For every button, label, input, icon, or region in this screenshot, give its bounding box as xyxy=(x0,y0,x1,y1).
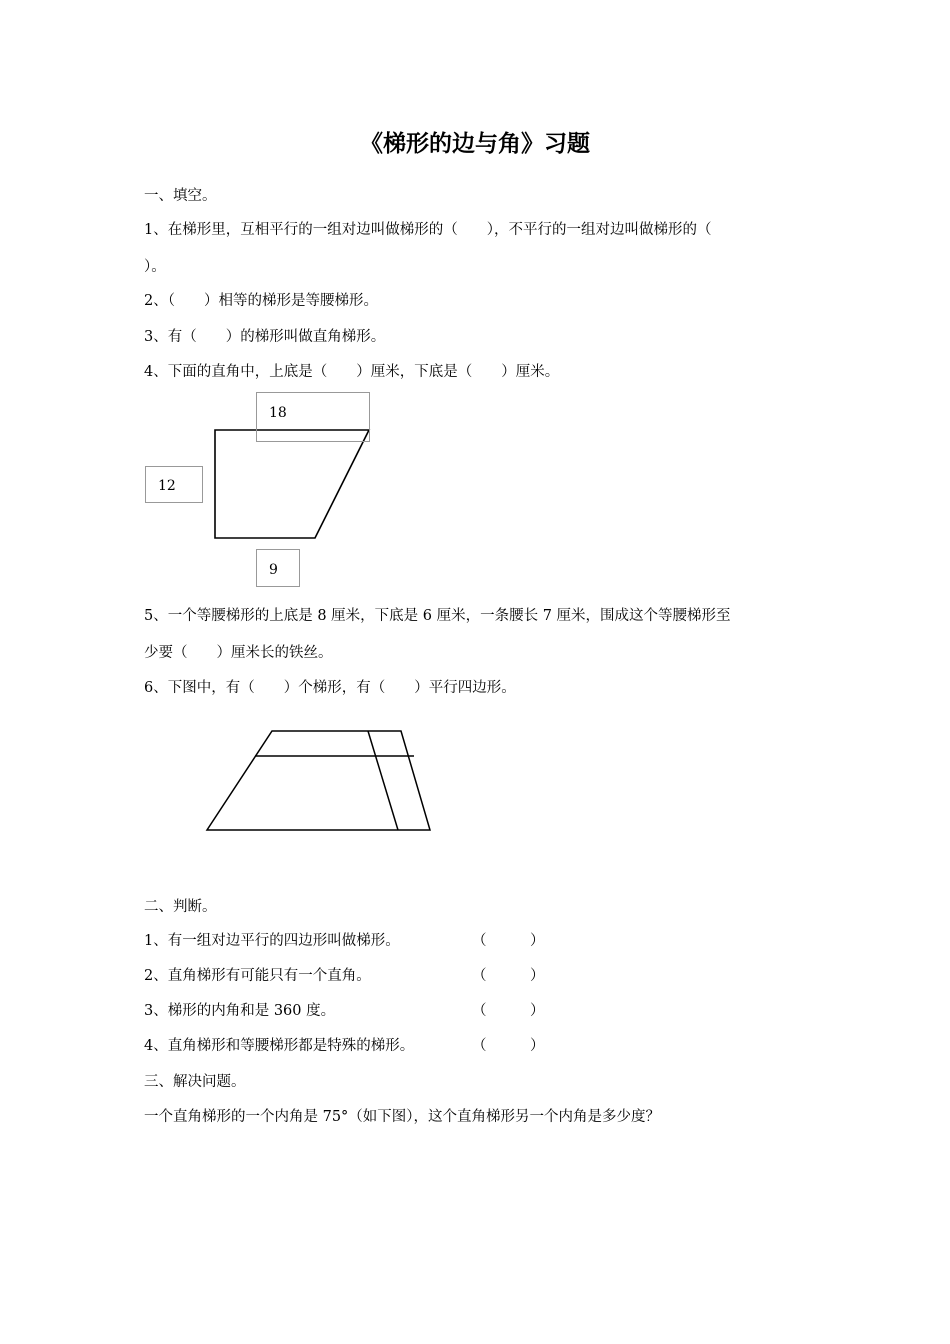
q5-line2: 少要（ ）厘米长的铁丝。 xyxy=(144,645,333,661)
trapezoid-lines-figure xyxy=(0,700,950,850)
q1-line1: 1、在梯形里，互相平行的一组对边叫做梯形的（ ），不平行的一组对边叫做梯形的（ xyxy=(144,222,712,238)
right-trapezoid-figure xyxy=(0,0,950,600)
height-label: 12 xyxy=(145,466,203,503)
judge-answer-1: （ ） xyxy=(472,933,545,949)
judge-item-2: 2、直角梯形有可能只有一个直角。 xyxy=(144,968,371,984)
q6: 6、下图中，有（ ）个梯形，有（ ）平行四边形。 xyxy=(144,680,516,696)
section2-heading: 二、判断。 xyxy=(144,899,217,915)
q1-line2: ）。 xyxy=(144,259,166,275)
section1-heading: 一、填空。 xyxy=(144,188,217,204)
q2: 2、（ ）相等的梯形是等腰梯形。 xyxy=(144,293,378,309)
top-base-label: 18 xyxy=(256,392,370,442)
judge-answer-4: （ ） xyxy=(472,1038,545,1054)
judge-answer-3: （ ） xyxy=(472,1003,545,1019)
q4: 4、下面的直角中，上底是（ ）厘米，下底是（ ）厘米。 xyxy=(144,364,560,380)
bottom-base-label: 9 xyxy=(256,549,300,587)
q5-line1: 5、一个等腰梯形的上底是 8 厘米，下底是 6 厘米，一条腰长 7 厘米，围成这个等腰梯形至 xyxy=(144,608,731,624)
judge-item-1: 1、有一组对边平行的四边形叫做梯形。 xyxy=(144,933,400,949)
judge-answer-2: （ ） xyxy=(472,968,545,984)
q3: 3、有（ ）的梯形叫做直角梯形。 xyxy=(144,329,386,345)
judge-item-3: 3、梯形的内角和是 360 度。 xyxy=(144,1003,336,1019)
judge-item-4: 4、直角梯形和等腰梯形都是特殊的梯形。 xyxy=(144,1038,415,1054)
slanted-line xyxy=(368,731,398,830)
section3-heading: 三、解决问题。 xyxy=(144,1074,246,1090)
page-title: 《梯形的边与角》习题 xyxy=(360,130,590,157)
right-trapezoid-shape xyxy=(215,430,369,538)
problem-text: 一个直角梯形的一个内角是 75°（如下图），这个直角梯形另一个内角是多少度？ xyxy=(144,1109,661,1125)
outer-trapezoid xyxy=(207,731,430,830)
